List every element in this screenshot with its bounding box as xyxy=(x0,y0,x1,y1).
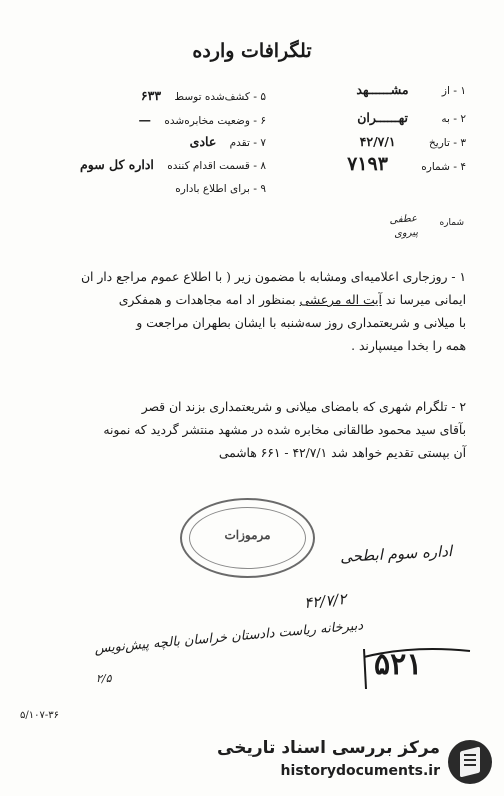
paragraph-2-line: آن بپستی تقدیم خواهد شد ۴۲/۷/۱ - ۶۶۱ هاشمی xyxy=(218,446,466,460)
handwritten-box-number xyxy=(362,643,472,693)
header-date-label: ۳ - تاریخ xyxy=(429,137,466,149)
document-title: تلگرافات وارده xyxy=(192,40,312,62)
paragraph-1-line: با میلانی و شریعتمداری روز سه‌شنبه با ایشان بطهران مراجعت و xyxy=(136,316,466,330)
reference-handwritten xyxy=(389,212,418,242)
handwritten-note-small: ۲/۵ xyxy=(96,672,112,685)
oval-stamp xyxy=(180,498,315,578)
paragraph-1-text: ایمانی میرسا ند xyxy=(381,293,466,307)
footer-document-code: ۵/۱۰۷-۳۶ xyxy=(20,710,59,721)
stamp-text: مرموزات xyxy=(224,528,271,542)
header-from-value: مشــــــهد xyxy=(356,82,409,97)
header-date-value: ۴۲/۷/۱ xyxy=(359,134,396,149)
header-to-label: ۲ - به xyxy=(441,113,466,125)
header-action-dept xyxy=(66,157,266,172)
header-number-value: ۷۱۹۳ xyxy=(347,153,388,175)
paragraph-2 xyxy=(36,396,466,465)
header-status-value: — xyxy=(138,112,152,127)
box-number-text: ۵۲۱ xyxy=(374,647,423,682)
header-date xyxy=(360,134,466,149)
archive-watermark xyxy=(196,736,496,792)
paragraph-1-line: ۱ - روزجاری اعلامیه‌ای ومشابه با مضمون زیر ( با اطلاع عموم مراجع دار ان xyxy=(80,270,466,284)
document-logo-icon xyxy=(448,740,492,784)
watermark-url: historydocuments.ir xyxy=(280,763,440,779)
paragraph-1-line-underlined xyxy=(36,289,466,312)
header-for-info-label: ۹ - برای اطلاع باداره xyxy=(175,183,266,195)
header-priority-value: عادی xyxy=(189,134,217,149)
header-to-value: تهــــــران xyxy=(357,110,408,125)
paragraph-2-line: بآقای سید محمود طالقانی مخابره شده در مشهد منتشر گردید که نمونه xyxy=(103,423,466,437)
reference-label: شماره xyxy=(439,218,464,228)
header-to xyxy=(357,110,466,125)
header-action-dept-label: ۸ - قسمت اقدام کننده xyxy=(167,160,266,172)
header-priority xyxy=(66,134,266,149)
handwritten-note-date: ۴۲/۷/۲ xyxy=(302,589,347,613)
underlined-name: آیت اله مرعشی xyxy=(299,293,382,307)
header-decoded-by-label: ۵ - کشف‌شده توسط xyxy=(174,91,266,103)
paragraph-1-line: همه را بخدا میسپارند . xyxy=(351,339,466,353)
watermark-title: مرکز بررسی اسناد تاریخی xyxy=(217,738,440,758)
header-from xyxy=(356,82,466,97)
header-number xyxy=(347,153,466,175)
header-status xyxy=(66,112,266,127)
header-decoded-by xyxy=(66,88,266,103)
header-priority-label: ۷ - تقدم xyxy=(229,137,266,149)
paragraph-2-line: ۲ - تلگرام شهری که بامضای میلانی و شریعتمداری بزند ان قصر xyxy=(141,400,466,414)
header-action-dept-value: اداره کل سوم xyxy=(80,157,154,172)
reference-value-1: عطفی xyxy=(389,213,418,226)
header-for-info xyxy=(66,180,266,195)
header-decoded-by-value: ۶۳۳ xyxy=(140,88,162,103)
header-number-label: ۴ - شماره xyxy=(421,161,466,173)
reference-value-2: پیروی xyxy=(394,227,419,240)
handwritten-note-office: اداره سوم ابطحی xyxy=(339,542,453,566)
header-status-label: ۶ - وضعیت مخابره‌شده xyxy=(164,115,266,127)
header-from-label: ۱ - از xyxy=(441,85,466,97)
paragraph-1 xyxy=(36,266,466,358)
paragraph-1-text: بمنظور اد امه مجاهدات و همفکری xyxy=(118,293,300,307)
handwritten-note-secretariat: دبیرخانه ریاست دادستان خراسان بالچه پیش‌نویس xyxy=(94,618,365,657)
